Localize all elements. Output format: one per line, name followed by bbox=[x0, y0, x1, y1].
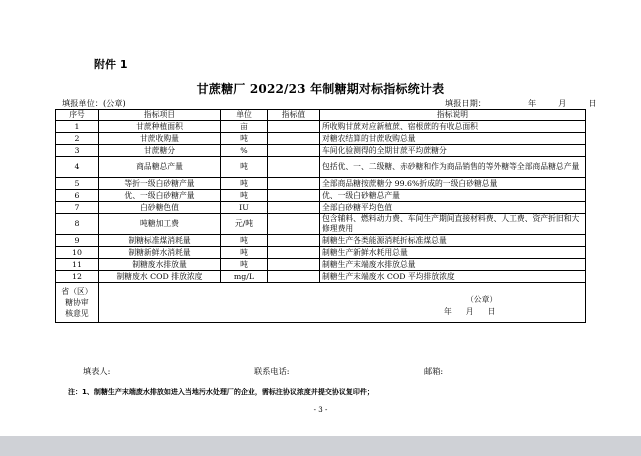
page-title: 甘蔗糖厂 2022/23 年制糖期对标指标统计表 bbox=[196, 82, 445, 96]
row-no: 10 bbox=[56, 247, 99, 259]
header-desc: 指标说明 bbox=[320, 110, 586, 121]
row-value-cell[interactable] bbox=[268, 247, 320, 259]
row-item: 制糖废水排放量 bbox=[99, 259, 221, 271]
table-row bbox=[56, 178, 586, 190]
row-unit: 元/吨 bbox=[221, 214, 268, 235]
table-row bbox=[56, 190, 586, 202]
row-desc: 所收购甘蔗对应新植蔗、宿根蔗的有收总面积 bbox=[320, 121, 586, 133]
fill-date-month: 月 bbox=[558, 98, 567, 108]
review-signature bbox=[444, 294, 498, 317]
row-no: 8 bbox=[56, 214, 99, 235]
row-desc: 包含辅料、燃料动力费、车间生产期间直接材料费、人工费、资产折旧和大修理费用 bbox=[320, 214, 586, 235]
row-unit: 吨 bbox=[221, 190, 268, 202]
table-row bbox=[56, 133, 586, 145]
email-label: 邮箱: bbox=[424, 366, 444, 376]
table-row bbox=[56, 247, 586, 259]
table-row bbox=[56, 157, 586, 178]
row-value-cell[interactable] bbox=[268, 190, 320, 202]
row-unit: mg/L bbox=[221, 271, 268, 283]
row-value-cell[interactable] bbox=[268, 145, 320, 157]
row-value-cell[interactable] bbox=[268, 271, 320, 283]
review-label-line1: 省（区） bbox=[61, 287, 93, 296]
review-label bbox=[56, 283, 99, 323]
footnote: 注：1、制糖生产末端废水排放如进入当地污水处理厂的企业，需标注协议浓度并提交协议复印件； bbox=[68, 388, 374, 396]
row-unit: 吨 bbox=[221, 157, 268, 178]
row-desc: 制糖生产末端废水 COD 平均排放浓度 bbox=[320, 271, 586, 283]
review-row bbox=[56, 283, 586, 323]
row-desc: 车间化验测得的全期甘蔗平均蔗糖分 bbox=[320, 145, 586, 157]
row-no: 2 bbox=[56, 133, 99, 145]
fill-date-day: 日 bbox=[588, 98, 597, 108]
row-item: 白砂糖色值 bbox=[99, 202, 221, 214]
filler-label: 填表人: bbox=[83, 366, 111, 376]
review-label-line3: 核意见 bbox=[65, 309, 89, 318]
row-item: 甘蔗糖分 bbox=[99, 145, 221, 157]
table-row bbox=[56, 214, 586, 235]
page-bottom-background bbox=[0, 436, 641, 456]
row-no: 1 bbox=[56, 121, 99, 133]
row-value-cell[interactable] bbox=[268, 235, 320, 247]
row-no: 7 bbox=[56, 202, 99, 214]
row-value-cell[interactable] bbox=[268, 157, 320, 178]
fill-date bbox=[445, 98, 597, 109]
row-item: 甘蔗收购量 bbox=[99, 133, 221, 145]
row-item: 吨糖加工费 bbox=[99, 214, 221, 235]
row-unit: 吨 bbox=[221, 178, 268, 190]
page-number: - 3 - bbox=[313, 406, 328, 414]
indicator-table bbox=[55, 109, 586, 323]
row-item: 制糖废水 COD 排放浓度 bbox=[99, 271, 221, 283]
row-value-cell[interactable] bbox=[268, 214, 320, 235]
review-day: 日 bbox=[487, 307, 496, 316]
row-item: 优、一级白砂糖产量 bbox=[99, 190, 221, 202]
review-date bbox=[444, 306, 497, 317]
row-no: 9 bbox=[56, 235, 99, 247]
header-value: 指标值 bbox=[268, 110, 320, 121]
header-unit: 单位 bbox=[221, 110, 268, 121]
review-year: 年 bbox=[444, 307, 452, 316]
table-row bbox=[56, 259, 586, 271]
row-desc: 全部白砂糖平均色值 bbox=[320, 202, 586, 214]
table-row bbox=[56, 145, 586, 157]
row-desc: 制糖生产末端废水排放总量 bbox=[320, 259, 586, 271]
review-label-line2: 糖协审 bbox=[65, 298, 89, 307]
table-header-row bbox=[56, 110, 586, 121]
table-row bbox=[56, 121, 586, 133]
table-row bbox=[56, 202, 586, 214]
fill-unit-label: 填报单位：(公章) bbox=[62, 98, 126, 108]
row-desc: 对糖农结算的甘蔗收购总量 bbox=[320, 133, 586, 145]
row-item: 制糖标准煤消耗量 bbox=[99, 235, 221, 247]
row-item: 等折一级白砂糖产量 bbox=[99, 178, 221, 190]
row-unit: 吨 bbox=[221, 133, 268, 145]
row-no: 6 bbox=[56, 190, 99, 202]
row-unit: 吨 bbox=[221, 259, 268, 271]
row-no: 3 bbox=[56, 145, 99, 157]
row-unit: 吨 bbox=[221, 247, 268, 259]
table-row bbox=[56, 271, 586, 283]
row-desc: 制糖生产各类能源消耗折标准煤总量 bbox=[320, 235, 586, 247]
table-row bbox=[56, 235, 586, 247]
header-no: 序号 bbox=[56, 110, 99, 121]
row-item: 商品糖总产量 bbox=[99, 157, 221, 178]
fill-date-year: 年 bbox=[527, 98, 537, 108]
row-value-cell[interactable] bbox=[268, 202, 320, 214]
row-item: 制糖新鲜水消耗量 bbox=[99, 247, 221, 259]
review-seal: （公章） bbox=[466, 295, 498, 304]
header-item: 指标项目 bbox=[99, 110, 221, 121]
review-month: 月 bbox=[465, 307, 474, 316]
row-unit: IU bbox=[221, 202, 268, 214]
row-unit: 吨 bbox=[221, 235, 268, 247]
row-value-cell[interactable] bbox=[268, 178, 320, 190]
row-desc: 制糖生产新鲜水耗用总量 bbox=[320, 247, 586, 259]
row-value-cell[interactable] bbox=[268, 259, 320, 271]
row-no: 4 bbox=[56, 157, 99, 178]
row-no: 11 bbox=[56, 259, 99, 271]
attachment-label: 附件 1 bbox=[94, 58, 128, 71]
row-no: 5 bbox=[56, 178, 99, 190]
phone-label: 联系电话: bbox=[254, 366, 290, 376]
row-item: 甘蔗种植面积 bbox=[99, 121, 221, 133]
row-unit: 亩 bbox=[221, 121, 268, 133]
row-unit: % bbox=[221, 145, 268, 157]
row-desc: 全部商品糖按蔗糖分 99.6%折成的一级白砂糖总量 bbox=[320, 178, 586, 190]
review-opinion-cell[interactable] bbox=[99, 283, 586, 323]
row-desc: 优、一级白砂糖总产量 bbox=[320, 190, 586, 202]
row-no: 12 bbox=[56, 271, 99, 283]
row-value-cell[interactable] bbox=[268, 121, 320, 133]
row-value-cell[interactable] bbox=[268, 133, 320, 145]
fill-date-label: 填报日期： bbox=[445, 98, 486, 108]
row-desc: 包括优、一、二级糖、赤砂糖和作为商品销售的等外糖等全部商品糖总产量 bbox=[320, 157, 586, 178]
